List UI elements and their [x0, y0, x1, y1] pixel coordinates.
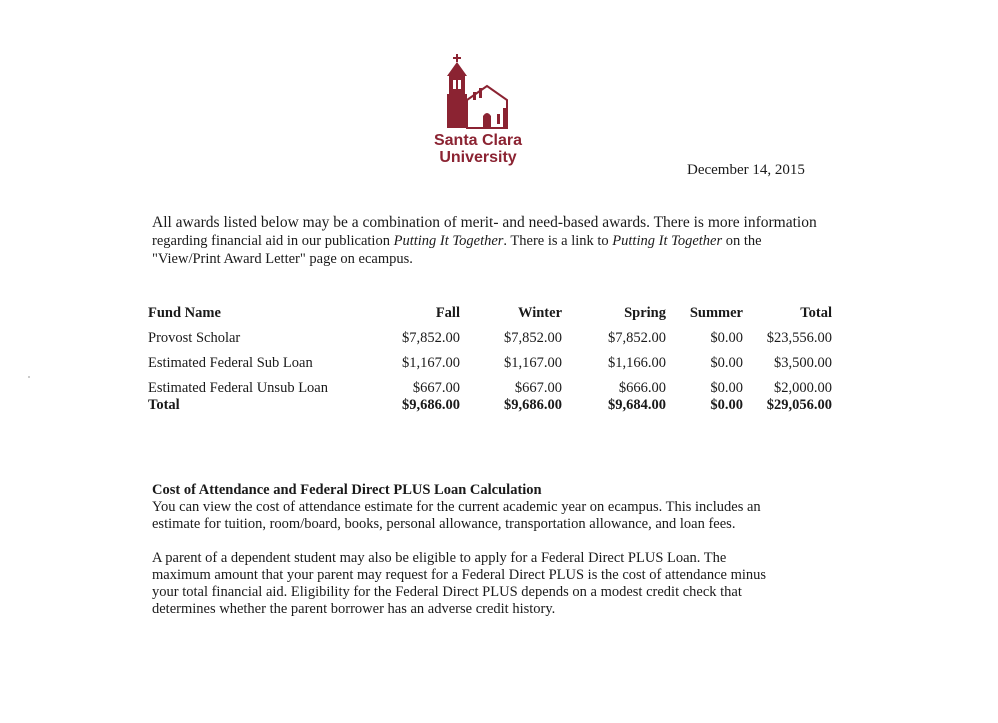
- header-total: Total: [800, 304, 832, 321]
- awards-header-row: [148, 300, 832, 326]
- fund-name-cell: Estimated Federal Sub Loan: [148, 355, 313, 371]
- coa-p1-line2: estimate for tuition, room/board, books, personal allowance, transportation allowance, and loan fees.: [152, 516, 736, 532]
- coa-paragraph-2: [152, 550, 852, 618]
- header-summer: Summer: [689, 304, 743, 321]
- header-fall: Fall: [435, 304, 460, 321]
- coa-p2-line1: A parent of a dependent student may also be eligible to apply for a Federal Direct PLUS Loan. The: [152, 550, 727, 566]
- total-cell: $23,556.00: [766, 330, 832, 346]
- coa-heading: Cost of Attendance and Federal Direct PLUS Loan Calculation: [152, 482, 542, 498]
- summer-cell: $0.00: [710, 355, 743, 371]
- awards-table: [148, 300, 832, 414]
- fund-name-cell: Estimated Federal Unsub Loan: [148, 380, 328, 396]
- total-cell: $2,000.00: [774, 380, 832, 396]
- total-total: $29,056.00: [766, 397, 832, 413]
- scan-speck: [28, 376, 30, 378]
- publication-title: Putting It Together: [393, 233, 504, 249]
- intro-line2-e: on the: [722, 233, 762, 249]
- mission-church-icon: [441, 52, 515, 130]
- intro-paragraph: [152, 214, 852, 268]
- coa-paragraph-1: [152, 499, 852, 533]
- fall-cell: $7,852.00: [402, 330, 460, 346]
- winter-cell: $7,852.00: [504, 330, 562, 346]
- intro-line2: [152, 232, 852, 250]
- total-summer: $0.00: [710, 397, 743, 413]
- summer-cell: $0.00: [710, 380, 743, 396]
- total-spring: $9,684.00: [608, 397, 666, 413]
- cost-of-attendance-section: [152, 482, 852, 618]
- spring-cell: $666.00: [618, 380, 666, 396]
- intro-line2-a: regarding financial aid in our publication: [152, 233, 394, 249]
- summer-cell: $0.00: [710, 330, 743, 346]
- winter-cell: $667.00: [514, 380, 562, 396]
- coa-p2-line4: determines whether the parent borrower has an adverse credit history.: [152, 601, 556, 617]
- total-fall: $9,686.00: [402, 397, 460, 413]
- logo-name-line1: Santa Clara: [433, 132, 523, 149]
- coa-p2-line2: maximum amount that your parent may request for a Federal Direct PLUS is the cost of attendance minus: [152, 567, 767, 583]
- header-fund-name: Fund Name: [148, 304, 221, 321]
- spring-cell: $1,166.00: [608, 355, 666, 371]
- intro-line1: All awards listed below may be a combination of merit- and need-based awards. There is more information: [152, 214, 817, 231]
- header-spring: Spring: [624, 304, 666, 321]
- table-row: [148, 326, 832, 351]
- university-logo: [418, 52, 538, 166]
- fall-cell: $667.00: [412, 380, 460, 396]
- intro-line2-c: . There is a link to: [503, 233, 613, 249]
- total-label: Total: [148, 397, 180, 413]
- coa-p2-line3: your total financial aid. Eligibility for the Federal Direct PLUS depends on a modest credit check that: [152, 584, 742, 600]
- total-winter: $9,686.00: [504, 397, 562, 413]
- logo-name-line2: University: [439, 149, 517, 166]
- letter-date: December 14, 2015: [687, 162, 805, 178]
- total-cell: $3,500.00: [774, 355, 832, 371]
- intro-line3: "View/Print Award Letter" page on ecampus.: [152, 251, 413, 267]
- publication-title-ref: Putting It Together: [612, 233, 723, 249]
- table-row: [148, 351, 832, 376]
- header-winter: Winter: [517, 304, 562, 321]
- table-row: [148, 376, 832, 397]
- spring-cell: $7,852.00: [608, 330, 666, 346]
- coa-p1-line1: You can view the cost of attendance estimate for the current academic year on ecampus. This includes an: [152, 499, 761, 515]
- fall-cell: $1,167.00: [402, 355, 460, 371]
- fund-name-cell: Provost Scholar: [148, 330, 241, 346]
- winter-cell: $1,167.00: [504, 355, 562, 371]
- awards-total-row: [148, 397, 832, 414]
